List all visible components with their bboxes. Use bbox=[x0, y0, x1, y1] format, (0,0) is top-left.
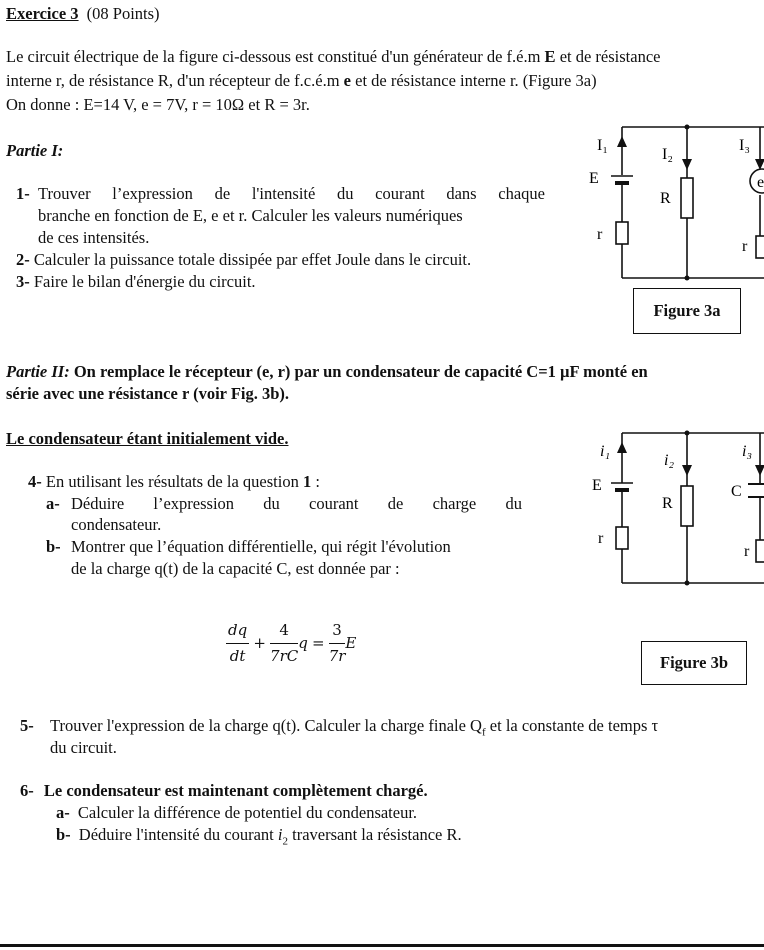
variable-q: q bbox=[298, 634, 308, 652]
question-number: b- bbox=[56, 825, 71, 844]
page-bottom-rule bbox=[0, 944, 764, 947]
question-text: : bbox=[311, 472, 320, 491]
fraction-numerator: 4 bbox=[270, 620, 298, 644]
fraction-numerator: 3 bbox=[329, 620, 346, 644]
question-6 bbox=[20, 780, 428, 801]
question-ref: 1 bbox=[302, 472, 312, 491]
intro-line-3: On donne : E=14 V, e = 7V, r = 10Ω et R = 3r. bbox=[6, 95, 310, 114]
fraction-numerator: dq bbox=[226, 620, 249, 644]
question-title: Le condensateur est maintenant complètement chargé. bbox=[43, 781, 428, 800]
question-text: et la constante de temps τ bbox=[485, 716, 659, 735]
variable-E: E bbox=[345, 634, 357, 652]
variable-i: i bbox=[277, 825, 283, 844]
part2-title: Partie II: bbox=[6, 362, 70, 381]
question-5-number: 5- bbox=[20, 716, 34, 735]
plus-sign: + bbox=[253, 634, 266, 652]
question-4b-line-2: de la charge q(t) de la capacité C, est donnée par : bbox=[71, 559, 400, 578]
label-I1: I₁ bbox=[597, 137, 608, 154]
question-text: En utilisant les résultats de la question bbox=[45, 472, 303, 491]
label-e: e bbox=[757, 174, 764, 191]
question-1-line-2: branche en fonction de E, e et r. Calculer les valeurs numériques bbox=[38, 206, 463, 225]
label-i3: i₃ bbox=[742, 443, 753, 460]
part1-title: Partie I: bbox=[6, 141, 64, 160]
label-E: E bbox=[592, 477, 602, 494]
intro-text: Le circuit électrique de la figure ci-dessous est constitué d'un générateur de f.é.m bbox=[6, 47, 545, 66]
fraction-denominator: dt bbox=[229, 647, 246, 665]
question-number: 2- bbox=[16, 250, 30, 269]
question-text: Calculer la différence de potentiel du condensateur. bbox=[77, 803, 418, 822]
label-r-right: r bbox=[742, 238, 748, 255]
label-R: R bbox=[662, 495, 673, 512]
question-text: Déduire l'intensité du courant bbox=[78, 825, 278, 844]
question-number: 6- bbox=[20, 781, 34, 800]
label-C: C bbox=[731, 483, 742, 500]
label-I2: I₂ bbox=[662, 146, 673, 163]
question-5-line-1 bbox=[50, 715, 658, 743]
question-4a-number: a- bbox=[46, 494, 60, 513]
question-4b-number: b- bbox=[46, 537, 61, 556]
question-1-line-1: Trouver l’expression de l'intensité du courant dans chaque bbox=[38, 184, 545, 203]
part2-line-2: série avec une résistance r (voir Fig. 3b). bbox=[6, 384, 290, 403]
question-text: Calculer la puissance totale dissipée par effet Joule dans le circuit. bbox=[33, 250, 472, 269]
label-r-left: r bbox=[598, 530, 604, 547]
intro-text: et de résistance bbox=[555, 47, 661, 66]
label-I3: I₃ bbox=[739, 137, 750, 154]
question-text: Faire le bilan d'énergie du circuit. bbox=[33, 272, 256, 291]
question-6b bbox=[56, 824, 462, 852]
subscript-f: f bbox=[481, 726, 486, 739]
question-number: 3- bbox=[16, 272, 30, 291]
question-4a-line-2: condensateur. bbox=[71, 515, 162, 534]
figure-3a-caption: Figure 3a bbox=[633, 288, 741, 334]
fraction-denominator: 7rC bbox=[270, 647, 299, 665]
question-text: traversant la résistance R. bbox=[287, 825, 462, 844]
label-R: R bbox=[660, 190, 671, 207]
question-1-line-3: de ces intensités. bbox=[38, 228, 150, 247]
question-number: a- bbox=[56, 803, 70, 822]
question-number: 4- bbox=[28, 472, 42, 491]
part2-text: On remplace le récepteur (e, r) par un condensateur de capacité C=1 µF monté en bbox=[69, 362, 648, 381]
question-number: 1- bbox=[16, 184, 30, 203]
subscript-2: 2 bbox=[282, 835, 288, 848]
question-4a-line-1: Déduire l’expression du courant de charge du bbox=[71, 494, 522, 513]
label-r-right: r bbox=[744, 543, 750, 560]
intro-text: et de résistance interne r. (Figure 3a) bbox=[351, 71, 597, 90]
label-i2: i₂ bbox=[664, 452, 675, 469]
exercise-points: (08 Points) bbox=[86, 4, 160, 23]
label-i1: i₁ bbox=[600, 443, 611, 460]
fraction-denominator: 7r bbox=[328, 647, 346, 665]
equals-sign: = bbox=[311, 634, 325, 652]
part2-subtitle: Le condensateur étant initialement vide. bbox=[6, 429, 289, 448]
question-6a bbox=[56, 802, 417, 823]
question-5-line-2: du circuit. bbox=[50, 738, 117, 757]
intro-text: interne r, de résistance R, d'un récepteur de f.c.é.m bbox=[6, 71, 344, 90]
label-r-left: r bbox=[597, 226, 603, 243]
question-4b-line-1: Montrer que l’équation différentielle, qui régit l'évolution bbox=[71, 537, 451, 556]
figure-3b-caption: Figure 3b bbox=[641, 641, 747, 685]
label-E: E bbox=[589, 170, 599, 187]
exercise-title: Exercice 3 bbox=[6, 4, 79, 23]
intro-emf-symbol: E bbox=[544, 47, 556, 66]
question-text: Trouver l'expression de la charge q(t). Calculer la charge finale Q bbox=[50, 716, 482, 735]
intro-cemf-symbol: e bbox=[343, 71, 351, 90]
